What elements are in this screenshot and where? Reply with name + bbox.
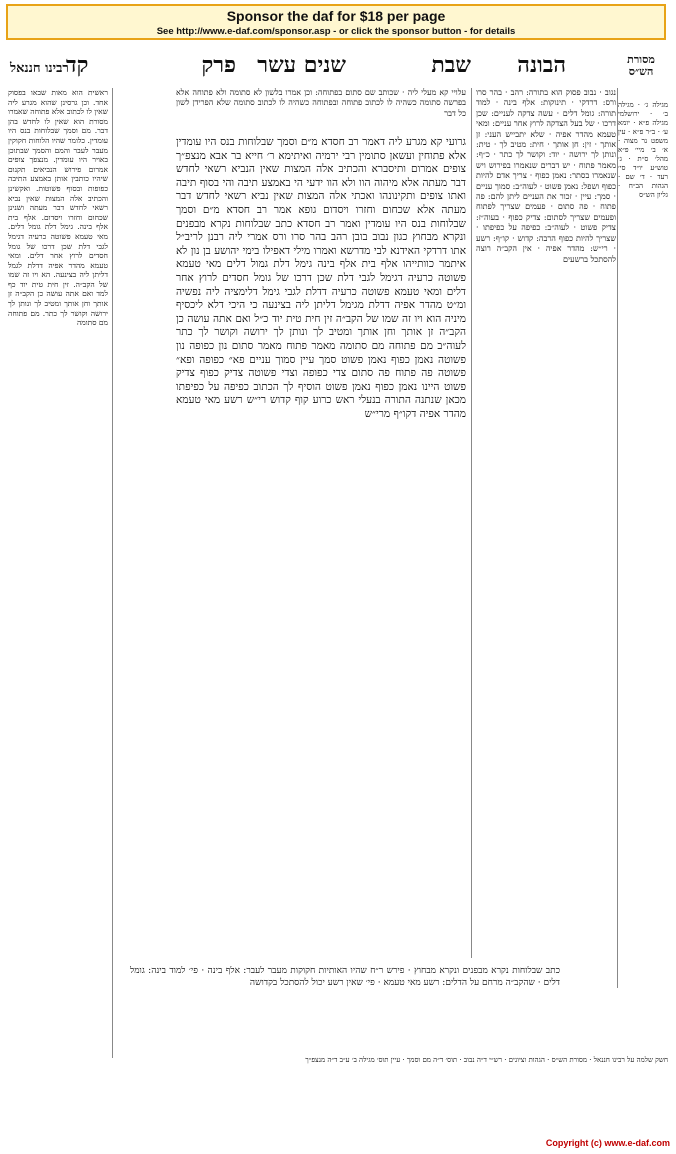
gemara-main-text: גרועי קא מגרע ליה דאמר רב חסדא מ״ם וסמך שבלוחות בנס היו עומדין אלא פתוחין ועשאן סתומין רבי ירמיה ואיתימא ר׳ חייא בר אבא מנצפ״ך צופים אמרום ותיסברא והכתיב אלה המצות שאין הנביא רשאי לחדש דבר מעתה אלא מיהוה הוו ולא הוו ידעי הי באמצע תיבה והי בסוף תיבה ואתו צופים ותקינונהו ואכתי אלה המצות שאין נביא רשאי לחדש דבר מעתה אלא שכחום וחזרו ויסדום גופא אמר רב חסדא מ״ם וסמך שבלוחות בנס היו עומדין ואמר רב חסדא כתב שבלוחות נקרא מבפנים ונקרא מבחוץ כגון נבוב בובן רהב בהר סרו ורס אמרי ליה רבנן לריב״ל אתו דרדקי האידנא לבי מדרשא ואמרו מילי דאפילו בימי יהושע בן נון לא איתמר כוותייהו אלף בית אלף בינה גימל דלת גמול דלים מאי טעמא פשוטה כרעיה דגימל לגבי דלת שכן דרכו של גומל חסדים לרוץ אחר דלים ומאי טעמא פשוטה כרעיה דדלת לגבי גימל דלימציה ליה נפשיה ומ״ט מהדר אפיה דדלת מגימל דליתן ליה בצינעה כי היכי דלא ליכסיף מיניה הוא ויו זה שמו של הקב״ה זין חית טית יוד כ״ל ואם אתה עושה כן הקב״ה זן אותך וחן אותך ומטיב לך ונותן לך ירושה וקושר לך כתר לעוה״ב מם פתוחה מם סתומה מאמר פתוח מאמר סתום נון כפופה נון פשוטה נאמן כפוף נאמן פשוט סמך עיין סמוך עניים פא״ כפופה ופא״ פשוטה פה פתוח פה סתום צדי כפופה וצדי פשוטה צדיק כפוף צדיק פשוט היינו נאמן כפוף נאמן פשוט הוסיף לך הכתוב כפיפה על כפיפתו מכאן שנתנה התורה בנעלי ראש כרוע קוף קדוש רי״ש רשע מאי טעמא מהדר אפיה דקו״ף מרי״ש [176,136,466,420]
header-leaf: הבונה [517,52,566,78]
sponsor-subtitle[interactable]: See http://www.e-daf.com/sponsor.asp - or click the sponsor button - for details [156,26,516,37]
bottom-notes: חשק שלמה על רבינו חננאל · מסורת הש״ס · הגהות וציונים · רש״י ד״ה נבוב · תוס׳ ד״ה מם וסמך · עיין תוס׳ מגילה ב׳ ע״ב ד״ה מנצפ״ך [305,1056,668,1064]
masoret-title: מסורת הש״ס [627,53,655,78]
rashi-commentary: נגוב · נבוב פסוק הוא בתורה: רהב · בהר סרו ורס: דרדקי · תינוקות: אלף בינה · למוד תורה: גומל דלים · עשה צדקה לעניים: שכן דרכו · של בעל הצדקה לרוץ אחר עניים: ומאי טעמא מהדר אפיה · שלא יתבייש העני: זן אותך · זין: חן אותך · חית: מטיב לך · טית: ונותן לך ירושה · יוד: וקושר לך כתר · כ״ף: מאמר פתוח · יש דברים שנאמרו בפירוש ויש שנאמרו בסתר: נאמן כפוף · צריך אדם להיות כפוף ושפל: נאמן פשוט · לעוה״ב: סמוך עניים · סמך: עיין · זכור את העניים ליתן להם: פה פתוח · פה סתום · פעמים שצריך לפתוח ופעמים שצריך לסתום: צדיק כפוף · בעוה״ז: צדיק פשוט · לעוה״ב: כפיפה על כפיפתו · שצריך להיות כפוף הרבה: קדוש · קו״ף: רשע · רי״ש: מהדר אפיה · אין הקב״ה רוצה להסתכל ברשעים [476,88,616,264]
header-masechet: שבת [431,52,471,78]
rabbeinu-chananel-commentary: ראשית הוא מאות שבאו בפסוק אחד. וכן גרסינן שהוא מגרע ליה שאין לו לכתוב אלא פתוחה שאמרו מסורת הוא שאין לו לחדש בהן דבר. מם וסמך שבלוחות בנס היו עומדין. כלומר שהיו הלוחות חקוקין מעבר לעבר והמם והסמך שבתוכן באויר היו עומדין. מנצפך צופים אמרום פירוש הנביאים תקנום שיהיו כותבין אותן באמצע התיבה כפופות ובסוף פשוטות. ואקשינן והכתיב אלה המצות שאין נביא רשאי לחדש דבר מעתה ושנינן שכחום וחזרו ויסדום. אלף בית אלף בינה. גימל דלת גומל דלים. מאי טעמא פשוטה כרעיה דגימל לגבי דלת שכן דרכו של גומל חסדים לרוץ אחר דלים. ומאי טעמא מהדר אפיה דדלת לגמל דליתן ליה בצינעה. הא ויו זה שמו של הקב״ה. זין חית טית יוד כף למד ואם אתה עושה כן הקב״ה זן אותך וחן אותך ומטיב לך ונותן לך ירושה וקושר לך כתר. מם פתוחה מם סתומה [8,88,108,328]
margin-references: מגילה ג׳ · מגילה ב׳ · ירושלמי מגילה פ״א · יומא ע׳ · ב״ר פ״א · עין משפט נר מצוה · א׳ ב׳ מיי׳ פ״א מהל׳ ס״ת · ג׳ טוש״ע יו״ד סי׳ רעד · ד׳ שם · הגהות הב״ח · גליון הש״ס [618,101,668,199]
sponsor-title[interactable]: Sponsor the daf for $18 per page [226,8,446,24]
talmud-page [6,46,670,1138]
header-chapter: שנים עשר [257,52,346,78]
column-divider [112,88,113,1058]
tosafot-top-block: עלויי קא מעלי ליה · שכותב שם סתום בפתוחה: וכן אמרו בלשון לא סתומה ולא פתוחה אלא בפרשה סתומה כשהיה לו לכתוב פתוחה ובפתוחה כשהיה לו לכתוב סתומה שלא הפרידן לשון כל דבר [176,88,466,118]
rabbeinu-title: רבינו חננאל [10,61,69,76]
sponsor-banner[interactable] [6,4,666,40]
column-divider [471,88,472,958]
header-perek: פרק [201,52,236,78]
column-divider [617,88,618,988]
page-header [66,52,566,82]
header-page-number: קד [66,52,89,78]
tosafot-bottom-block: כתב שבלוחות נקרא מבפנים ונקרא מבחוץ · פירש ר״ח שהיו האותיות חקוקות מעבר לעבר: אלף בינה · פי׳ למוד בינה: גומל דלים · שהקב״ה מרחם על הדלים: רשע מאי טעמא · פי׳ שאין רשע יכול להסתכל בקדושה [130,966,560,988]
copyright-footer: Copyright (c) www.e-daf.com [545,1138,670,1148]
